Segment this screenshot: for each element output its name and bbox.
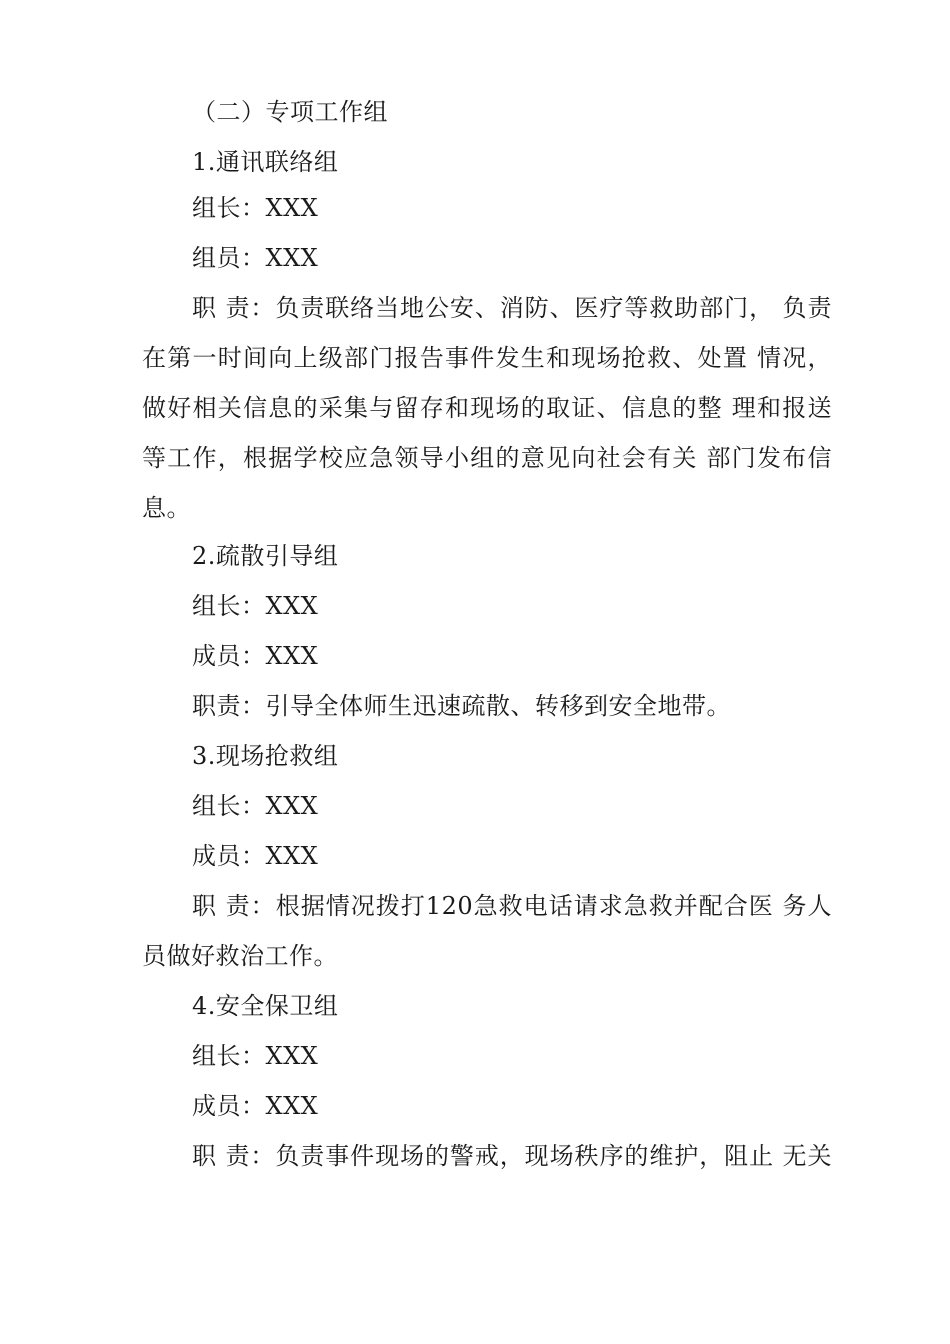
group-title-security: 4.安全保卫组 (192, 992, 339, 1020)
duty-line: 员做好救治工作。 (142, 942, 338, 970)
group-title-rescue: 3.现场抢救组 (192, 742, 339, 770)
group-leader-evacuation: 组长：XXX (192, 592, 319, 620)
duty-line: 等工作，根据学校应急领导小组的意见向社会有关 部门发布信 (142, 444, 832, 472)
group-title-communication: 1.通讯联络组 (192, 148, 339, 176)
duty-line: 职 责：负责联络当地公安、消防、医疗等救助部门， 负责 (192, 294, 832, 322)
group-members-rescue: 成员：XXX (192, 842, 319, 870)
duty-line: 息。 (142, 494, 191, 522)
section-heading: （二）专项工作组 (192, 98, 388, 126)
duty-line: 在第一时间向上级部门报告事件发生和现场抢救、处置 情况， (142, 344, 832, 372)
duty-line: 做好相关信息的采集与留存和现场的取证、信息的整 理和报送 (142, 394, 832, 422)
duty-line: 职 责：负责事件现场的警戒，现场秩序的维护，阻止 无关 (192, 1142, 832, 1170)
group-members-security: 成员：XXX (192, 1092, 319, 1120)
group-leader-rescue: 组长：XXX (192, 792, 319, 820)
duty-line: 职责：引导全体师生迅速疏散、转移到安全地带。 (192, 692, 731, 720)
group-leader-security: 组长：XXX (192, 1042, 319, 1070)
group-title-evacuation: 2.疏散引导组 (192, 542, 339, 570)
group-members-evacuation: 成员：XXX (192, 642, 319, 670)
group-leader-communication: 组长：XXX (192, 194, 319, 222)
group-members-communication: 组员：XXX (192, 244, 319, 272)
duty-line: 职 责：根据情况拨打120急救电话请求急救并配合医 务人 (192, 892, 832, 920)
